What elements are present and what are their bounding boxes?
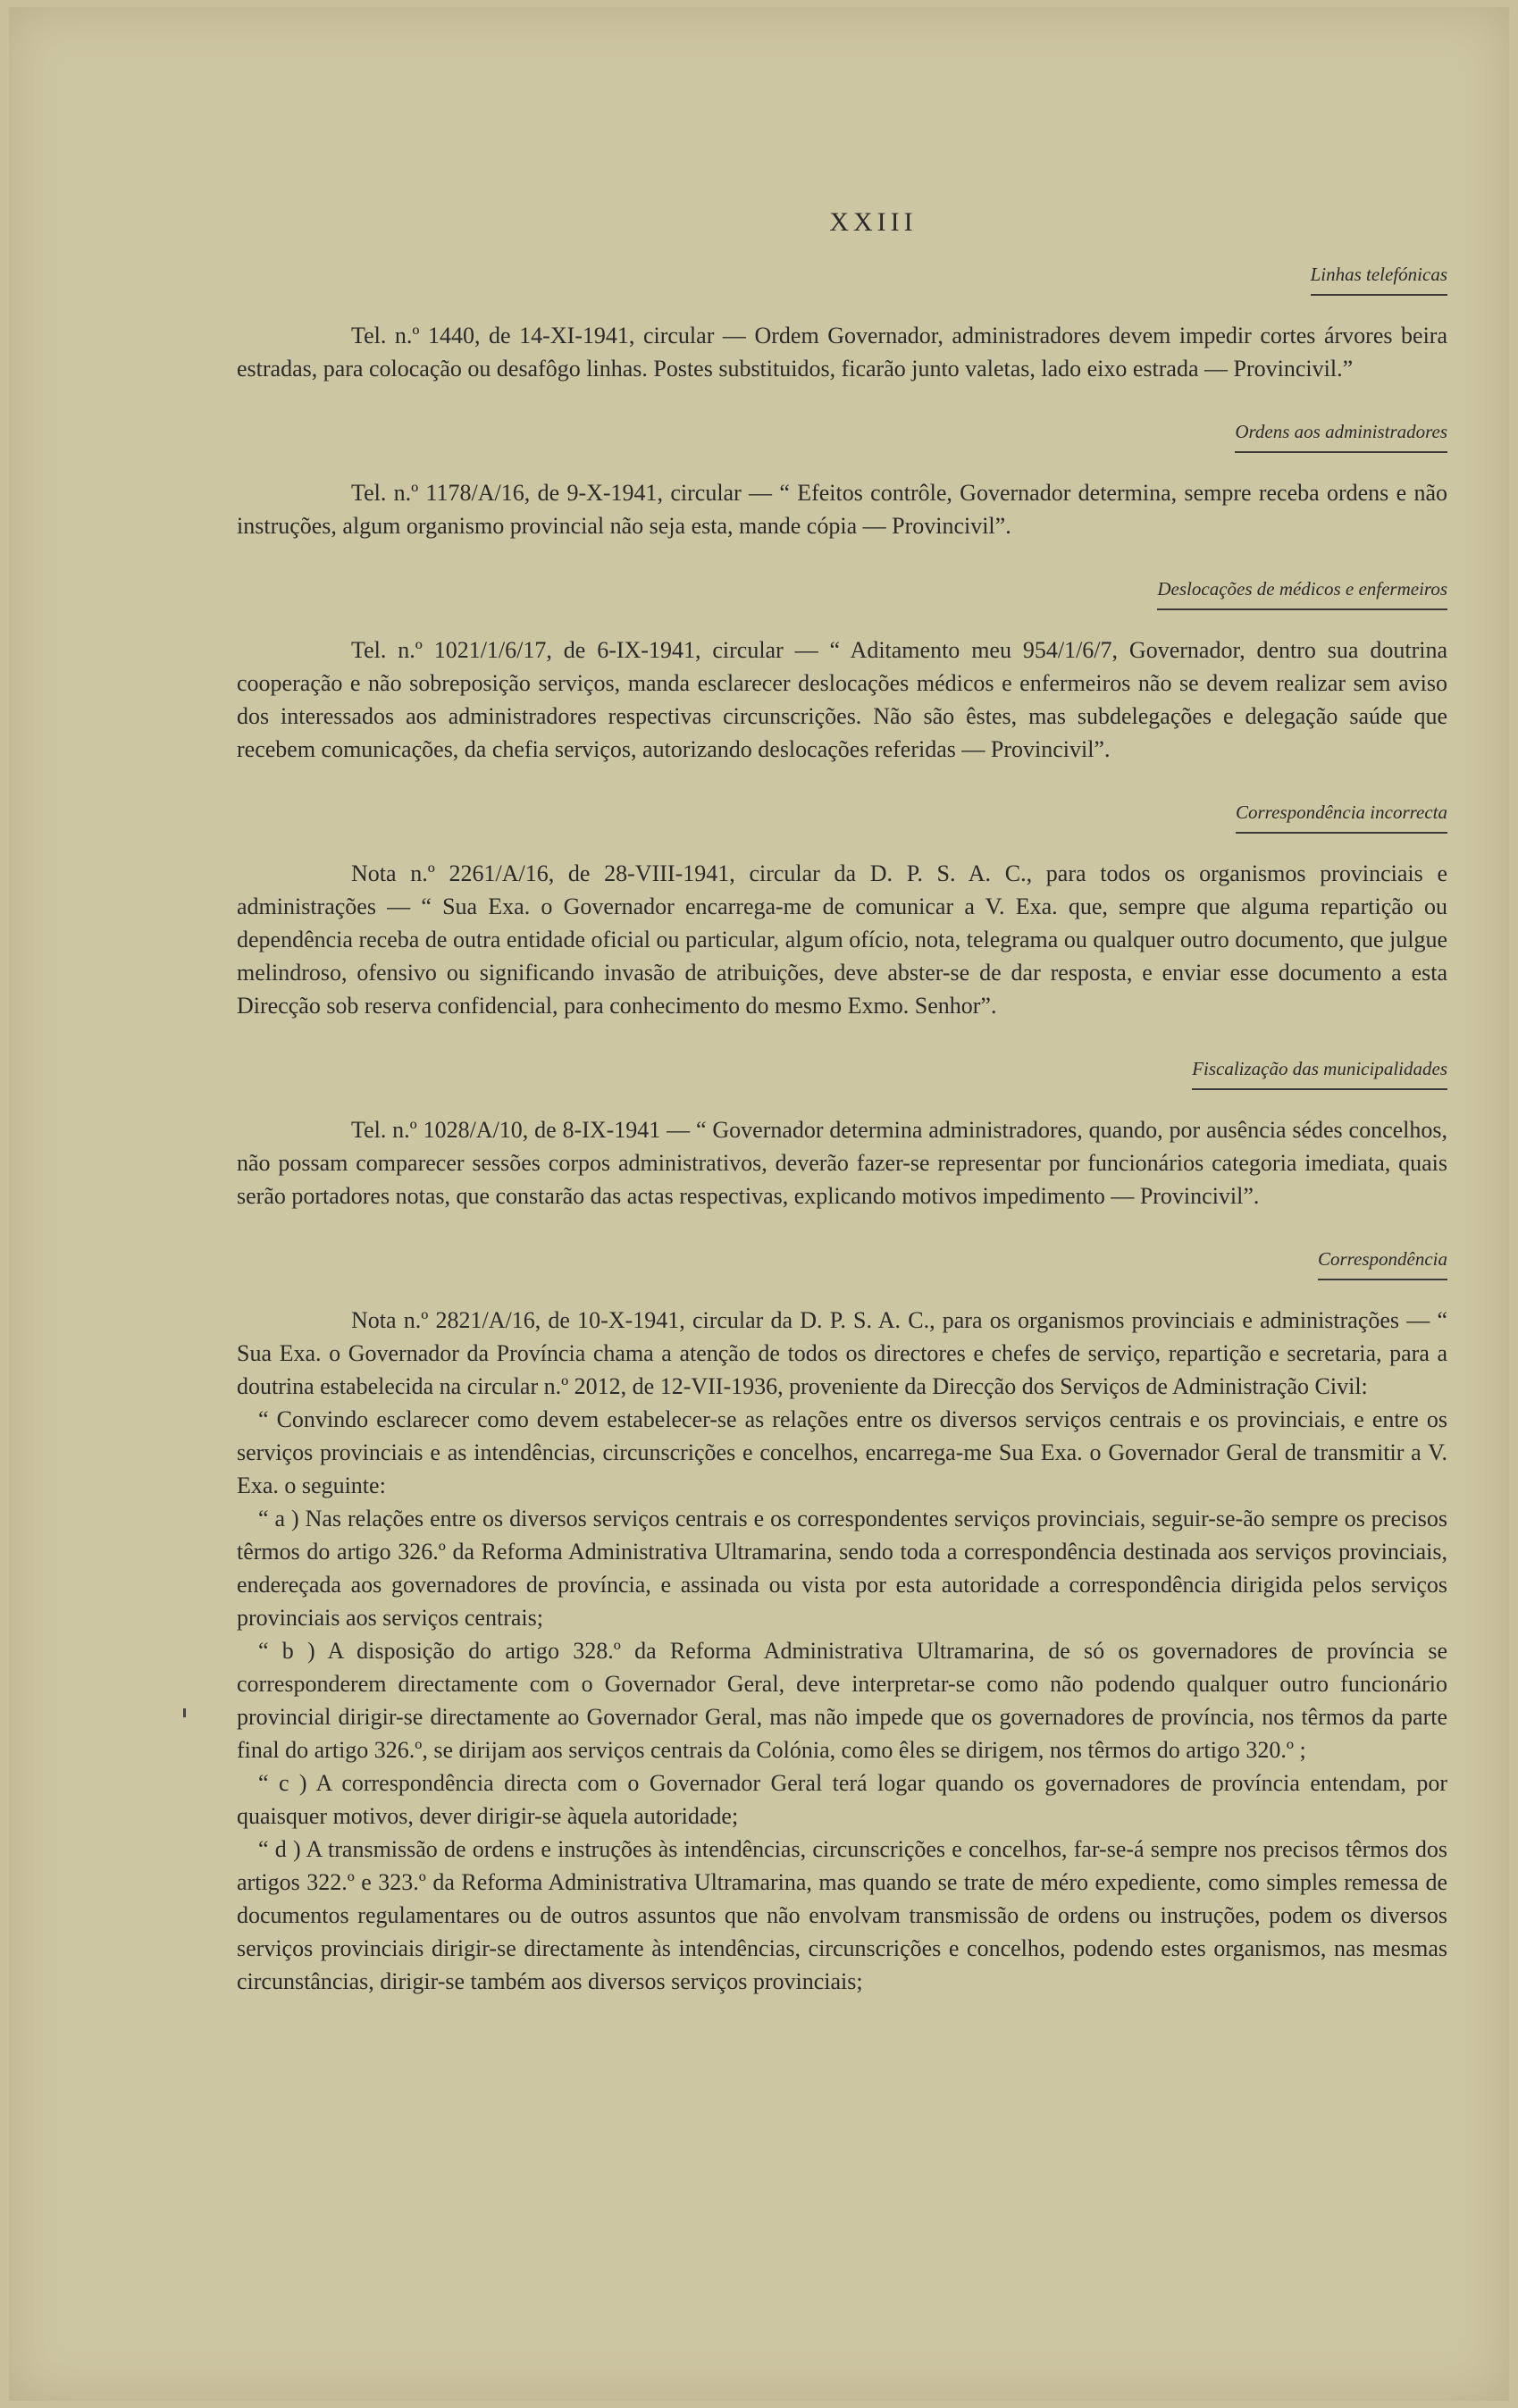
quote-item: “ c ) A correspondência directa com o Governador Geral terá logar quando os governadores de província entendam, por quaisquer motivos, dever dirigir-se àquela autoridade; (237, 1770, 1447, 1829)
section-fiscalizacao (237, 1053, 1447, 1212)
section-paragraph: Nota n.º 2821/A/16, de 10-X-1941, circular da D. P. S. A. C., para os organismos provinciais e administrações — “ Sua Exa. o Governador da Província chama a atenção de todos os directores e chefes de serviço, repartição e secretaria, para a doutrina estabelecida na circular n.º 2012, de 12-VII-1936, proveniente da Direcção dos Serviços de Administração Civil: (237, 1307, 1447, 1399)
section-paragraph: Tel. n.º 1021/1/6/17, de 6-IX-1941, circular — “ Aditamento meu 954/1/6/7, Governador, dentro sua doutrina cooperação e não sobreposição serviços, manda esclarecer deslocações médicos e enfermeiros não se devem realizar sem aviso dos interessados aos administradores respectivas circunscrições. Não são êstes, mas subdelegações e delegação saúde que recebem comunicações, da chefia serviços, autorizando deslocações referidas — Provincivil”. (237, 637, 1447, 762)
section-heading: Fiscalização das municipalidades (1192, 1053, 1447, 1090)
quote-item: “ a ) Nas relações entre os diversos serviços centrais e os correspondentes serviços provinciais, seguir-se-ão sempre os precisos têrmos do artigo 326.º da Reforma Administrativa Ultramarina, sendo toda a correspondência destinada aos serviços provinciais, endereçada aos governadores de província, e assinada ou vista por esta autoridade a correspondência dirigida pelos serviços provinciais aos serviços centrais; (237, 1506, 1447, 1631)
section-paragraph: Nota n.º 2261/A/16, de 28-VIII-1941, circular da D. P. S. A. C., para todos os organismos provinciais e administrações — “ Sua Exa. o Governador encarrega-me de comunicar a V. Exa. que, sempre que alguma repartição ou dependência receba de outra entidade oficial ou particular, algum ofício, nota, telegrama ou qualquer outro documento, que julgue melindroso, ofensivo ou significando invasão de atribuições, deve abster-se de dar resposta, e enviar esse documento a esta Direcção sob reserva confidencial, para conhecimento do mesmo Exmo. Senhor”. (237, 860, 1447, 1019)
section-correspondencia-incorrecta (237, 796, 1447, 1022)
section-linhas-telefonicas (237, 258, 1447, 385)
section-heading: Correspondência (1318, 1243, 1447, 1280)
section-heading: Linhas telefónicas (1311, 258, 1447, 296)
section-correspondencia (237, 1243, 1447, 1998)
page-number: XXIII (829, 207, 918, 237)
page-content (237, 206, 1447, 2028)
section-ordens-administradores (237, 415, 1447, 542)
quote-item: “ d ) A transmissão de ordens e instruções às intendências, circunscrições e concelhos, far-se-á sempre nos precisos têrmos dos artigos 322.º e 323.º da Reforma Administrativa Ultramarina, mas quando se trate de méro expediente, como simples remessa de documentos regulamentares ou de outros assuntos que não envolvam transmissão de ordens ou instruções, podem os diversos serviços provinciais dirigir-se directamente às intendências, circunscrições e concelhos, podendo estes organismos, nas mesmas circunstâncias, dirigir-se também aos diversos serviços provinciais; (237, 1836, 1447, 1994)
section-heading: Correspondência incorrecta (1236, 796, 1447, 834)
section-deslocacoes (237, 573, 1447, 766)
quote-item: “ b ) A disposição do artigo 328.º da Reforma Administrativa Ultramarina, de só os governadores de província se corresponderem directamente com o Governador Geral, deve interpretar-se como não podendo qualquer outro funcionário provincial dirigir-se directamente ao Governador Geral, mas não impede que os governadores de província, nos têrmos da parte final do artigo 326.º, se dirijam aos serviços centrais da Colónia, como êles se dirigem, nos têrmos do artigo 320.º ; (237, 1638, 1447, 1763)
section-paragraph: Tel. n.º 1028/A/10, de 8-IX-1941 — “ Governador determina administradores, quando, por ausência sédes concelhos, não possam comparecer sessões corpos administrativos, deverão fazer-se representar por funcionários categoria imediata, quais serão portadores notas, que constarão das actas respectivas, explicando motivos impedimento — Provincivil”. (237, 1117, 1447, 1209)
section-paragraph: Tel. n.º 1440, de 14-XI-1941, circular — Ordem Governador, administradores devem impedir cortes árvores beira estradas, para colocação ou desafôgo linhas. Postes substituidos, ficarão junto valetas, lado eixo estrada — Provincivil.” (237, 323, 1447, 382)
section-heading: Ordens aos administradores (1235, 415, 1447, 453)
section-heading: Deslocações de médicos e enfermeiros (1157, 573, 1447, 610)
margin-mark (183, 1708, 186, 1717)
section-paragraph: Tel. n.º 1178/A/16, de 9-X-1941, circular — “ Efeitos contrôle, Governador determina, sempre receba ordens e não instruções, algum organismo provincial não seja esta, mande cópia — Provincivil”. (237, 480, 1447, 539)
quote-item: “ Convindo esclarecer como devem estabelecer-se as relações entre os diversos serviços centrais e os provinciais, e entre os serviços provinciais e as intendências, circunscrições e concelhos, encarrega-me Sua Exa. o Governador Geral de transmitir a V. Exa. o seguinte: (237, 1406, 1447, 1498)
